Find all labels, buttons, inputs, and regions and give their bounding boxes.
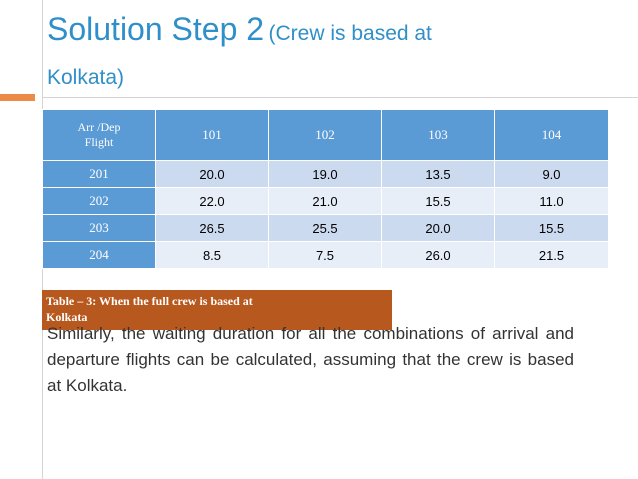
table-cell: 8.5	[156, 242, 269, 269]
row-header: 204	[43, 242, 156, 269]
table-cell: 26.5	[156, 215, 269, 242]
table-cell: 20.0	[382, 215, 495, 242]
caption-line2: Kolkata	[46, 310, 88, 324]
table-header-row	[43, 110, 609, 161]
table-cell: 25.5	[269, 215, 382, 242]
table-cell: 15.5	[382, 188, 495, 215]
table-cell: 13.5	[382, 161, 495, 188]
table-row	[43, 188, 609, 215]
column-header: 103	[382, 110, 495, 161]
table-cell: 11.0	[495, 188, 609, 215]
table-cell: 20.0	[156, 161, 269, 188]
table-cell: 15.5	[495, 215, 609, 242]
table-cell: 21.0	[269, 188, 382, 215]
corner-line2: Flight	[84, 135, 114, 149]
column-header: 101	[156, 110, 269, 161]
table-cell: 19.0	[269, 161, 382, 188]
title-accent-bar	[0, 94, 35, 101]
title-main: Solution Step 2	[47, 11, 265, 47]
caption-line1: Table – 3: When the full crew is based at	[46, 294, 253, 308]
row-header: 203	[43, 215, 156, 242]
table-row	[43, 215, 609, 242]
column-header: 102	[269, 110, 382, 161]
table-cell: 7.5	[269, 242, 382, 269]
corner-line1: Arr /Dep	[77, 120, 121, 134]
title-paren-line1: (Crew is based at	[268, 22, 432, 45]
table-row	[43, 242, 609, 269]
table-row	[43, 161, 609, 188]
waiting-duration-table	[42, 109, 609, 269]
column-header: 104	[495, 110, 609, 161]
table-cell: 26.0	[382, 242, 495, 269]
table-cell: 22.0	[156, 188, 269, 215]
table-cell: 21.5	[495, 242, 609, 269]
row-header: 202	[43, 188, 156, 215]
row-header: 201	[43, 161, 156, 188]
table-corner-header	[43, 110, 156, 161]
body-paragraph: Similarly, the waiting duration for all the combinations of arrival and departure flights can be calculated, assuming that the crew is based at Kolkata.	[47, 324, 574, 395]
title-paren-line2: Kolkata)	[47, 66, 125, 89]
table-cell: 9.0	[495, 161, 609, 188]
slide-title	[47, 8, 607, 101]
